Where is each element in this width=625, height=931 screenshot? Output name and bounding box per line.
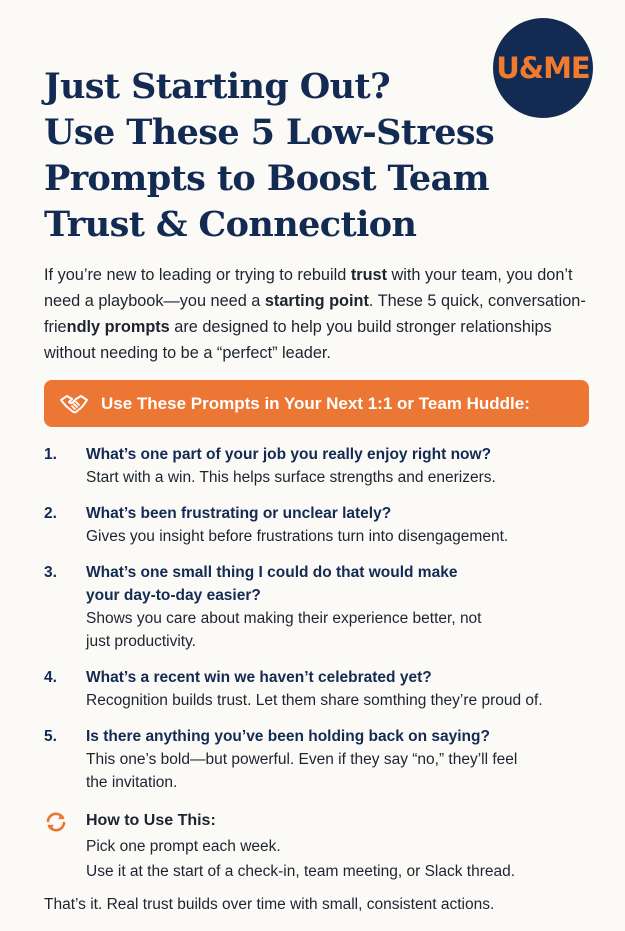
prompt-question-line: What’s been frustrating or unclear lately? [86, 505, 392, 522]
prompt-number: 4. [44, 669, 57, 686]
prompt-question [86, 561, 556, 607]
prompt-question-line: your day-to-day easier? [86, 587, 261, 604]
prompt-detail [86, 466, 606, 489]
intro-emphasis-prompts: ndly prompts [66, 318, 170, 336]
prompt-detail-line: Recognition builds trust. Let them share somthing they’re proud of. [86, 692, 543, 709]
how-to-title: How to Use This: [86, 812, 216, 829]
title-line: Just Starting Out? [44, 66, 391, 107]
cycle-arrows-icon [44, 810, 68, 834]
prompt-number: 3. [44, 564, 57, 581]
brand-logo [493, 18, 593, 118]
intro-text: . These 5 quick, conversation-frie [44, 292, 586, 336]
brand-logo-text: U&ME [496, 51, 590, 85]
title-line: Prompts to Boost Team [44, 158, 490, 199]
prompt-detail [86, 689, 606, 712]
prompt-question [86, 725, 556, 748]
prompt-detail-line: the invitation. [86, 774, 178, 791]
prompt-detail [86, 525, 606, 548]
intro-emphasis-starting-point: starting point [264, 292, 369, 310]
banner-text: Use These Prompts in Your Next 1:1 or Team Huddle: [101, 393, 530, 413]
prompt-question-line: Is there anything you’ve been holding back on saying? [86, 728, 490, 745]
prompt-question-line: What’s one small thing I could do that would make [86, 564, 458, 581]
prompt-detail-line: just productivity. [86, 633, 196, 650]
prompt-detail-line: Gives you insight before frustrations turn into disengagement. [86, 528, 509, 545]
page-title [44, 64, 494, 248]
intro-emphasis-trust: trust [350, 266, 387, 284]
how-to-line: Use it at the start of a check-in, team meeting, or Slack thread. [86, 863, 516, 880]
prompt-question-line: What’s a recent win we haven’t celebrated yet? [86, 669, 432, 686]
prompt-detail [86, 607, 606, 653]
title-line: Trust & Connection [44, 204, 417, 245]
prompt-number: 1. [44, 446, 57, 463]
intro-text: If you’re new to leading or trying to rebuild [44, 266, 351, 284]
prompts-banner [44, 380, 589, 427]
title-line: Use These 5 Low-Stress [44, 112, 495, 153]
prompt-number: 2. [44, 505, 57, 522]
prompt-detail-line: Shows you care about making their experience better, not [86, 610, 482, 627]
prompt-number: 5. [44, 728, 57, 745]
intro-text: are designed to help you build stronger relationships without needing to be a “perfect” leader. [44, 318, 552, 362]
how-to-line: Pick one prompt each week. [86, 838, 281, 855]
closing-statement: That’s it. Real trust builds over time with small, consistent actions. [44, 896, 495, 913]
intro-paragraph [44, 262, 596, 366]
prompt-detail-line: Start with a win. This helps surface strengths and enerizers. [86, 469, 496, 486]
prompt-question-line: What’s one part of your job you really enjoy right now? [86, 446, 492, 463]
prompt-question [86, 502, 556, 525]
prompt-detail [86, 748, 606, 794]
intro-text: with your team, you don’t need a playbook—you need a [44, 266, 573, 310]
handshake-icon [60, 393, 88, 415]
prompt-question [86, 666, 556, 689]
prompt-detail-line: This one’s bold—but powerful. Even if they say “no,” they’ll feel [86, 751, 518, 768]
prompt-question [86, 443, 556, 466]
